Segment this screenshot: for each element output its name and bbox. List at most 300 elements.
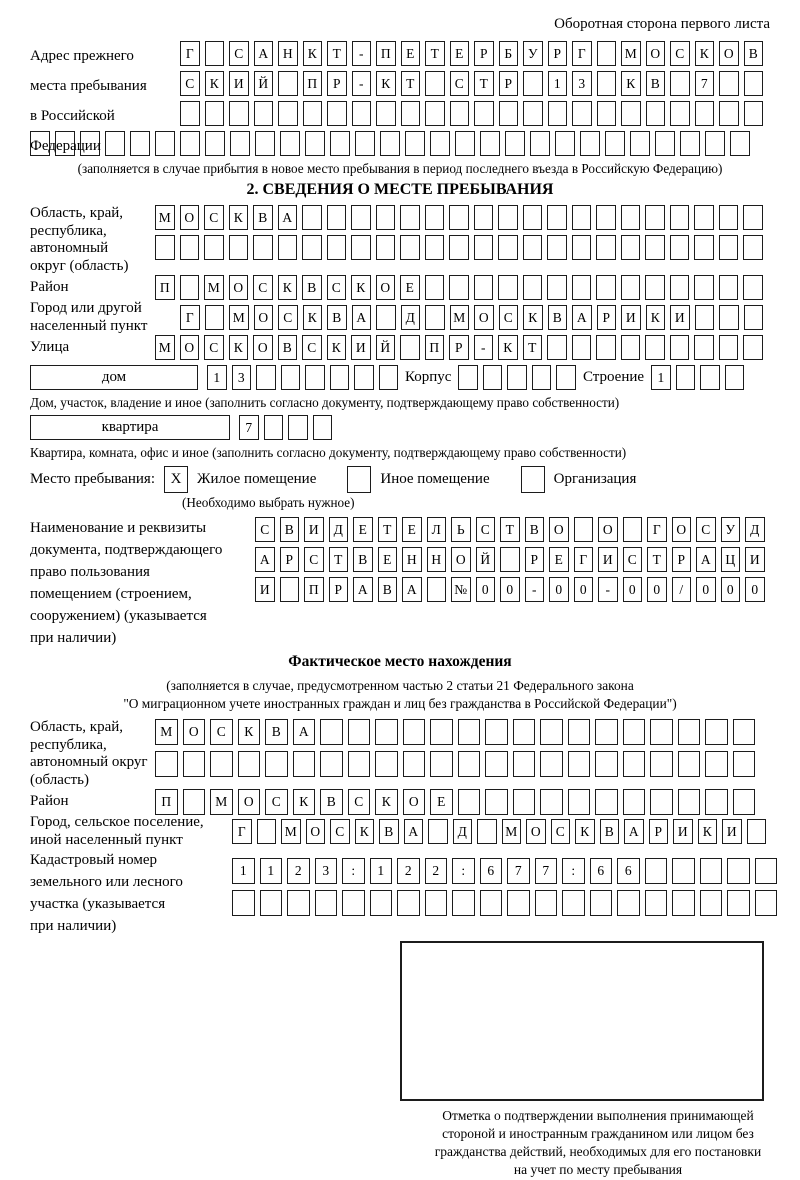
char-box[interactable] — [449, 275, 469, 300]
char-box[interactable] — [523, 235, 543, 260]
char-box[interactable] — [733, 789, 756, 815]
char-box[interactable]: О — [646, 41, 666, 66]
char-box[interactable] — [523, 101, 543, 126]
char-box[interactable] — [719, 71, 739, 96]
char-box[interactable]: Д — [745, 517, 765, 542]
char-box[interactable]: С — [229, 41, 249, 66]
char-box[interactable] — [205, 305, 225, 330]
char-box[interactable] — [733, 719, 756, 745]
char-box[interactable]: 7 — [239, 415, 259, 440]
char-box[interactable] — [425, 71, 445, 96]
char-box[interactable]: Р — [474, 41, 494, 66]
char-box[interactable] — [568, 751, 591, 777]
char-box[interactable] — [430, 131, 450, 156]
char-box[interactable]: У — [523, 41, 543, 66]
char-box[interactable]: К — [303, 41, 323, 66]
char-box[interactable] — [670, 275, 690, 300]
char-box[interactable] — [257, 819, 277, 844]
char-box[interactable] — [380, 131, 400, 156]
char-box[interactable]: 0 — [574, 577, 594, 602]
char-box[interactable]: О — [180, 335, 200, 360]
char-box[interactable] — [645, 890, 668, 916]
char-box[interactable] — [430, 751, 453, 777]
char-box[interactable]: Е — [401, 41, 421, 66]
char-box[interactable] — [430, 719, 453, 745]
char-box[interactable] — [342, 890, 365, 916]
char-box[interactable]: Г — [180, 305, 200, 330]
char-box[interactable] — [700, 890, 723, 916]
char-box[interactable] — [485, 719, 508, 745]
char-box[interactable]: С — [302, 335, 322, 360]
char-box[interactable] — [547, 235, 567, 260]
char-box[interactable] — [474, 275, 494, 300]
char-box[interactable] — [498, 235, 518, 260]
char-box[interactable]: 1 — [232, 858, 255, 884]
char-box[interactable]: М — [621, 41, 641, 66]
char-box[interactable] — [210, 751, 233, 777]
char-box[interactable] — [678, 751, 701, 777]
char-box[interactable]: К — [293, 789, 316, 815]
char-box[interactable]: - — [352, 71, 372, 96]
char-box[interactable] — [645, 235, 665, 260]
char-box[interactable]: И — [229, 71, 249, 96]
char-box[interactable]: Р — [672, 547, 692, 572]
char-box[interactable]: Т — [647, 547, 667, 572]
char-box[interactable] — [743, 335, 763, 360]
char-box[interactable]: К — [575, 819, 595, 844]
char-box[interactable]: 0 — [696, 577, 716, 602]
char-box[interactable]: 3 — [572, 71, 592, 96]
char-box[interactable] — [280, 577, 300, 602]
char-box[interactable] — [477, 819, 497, 844]
char-box[interactable]: Т — [500, 517, 520, 542]
char-box[interactable] — [596, 235, 616, 260]
char-box[interactable] — [670, 235, 690, 260]
char-box[interactable] — [280, 131, 300, 156]
char-box[interactable]: И — [670, 305, 690, 330]
char-box[interactable] — [485, 751, 508, 777]
char-box[interactable] — [719, 205, 739, 230]
char-box[interactable]: С — [210, 719, 233, 745]
char-box[interactable] — [450, 101, 470, 126]
char-box[interactable] — [278, 71, 298, 96]
char-box[interactable] — [694, 235, 714, 260]
char-box[interactable]: К — [498, 335, 518, 360]
char-box[interactable]: К — [695, 41, 715, 66]
char-box[interactable] — [405, 131, 425, 156]
char-box[interactable]: 6 — [590, 858, 613, 884]
char-box[interactable]: А — [278, 205, 298, 230]
char-box[interactable] — [458, 719, 481, 745]
char-box[interactable] — [621, 275, 641, 300]
char-box[interactable] — [348, 751, 371, 777]
char-box[interactable]: В — [548, 305, 568, 330]
char-box[interactable]: О — [183, 719, 206, 745]
char-box[interactable] — [645, 858, 668, 884]
char-box[interactable] — [425, 305, 445, 330]
char-box[interactable]: С — [696, 517, 716, 542]
char-box[interactable]: Р — [449, 335, 469, 360]
char-box[interactable] — [180, 275, 200, 300]
char-box[interactable]: С — [327, 275, 347, 300]
char-box[interactable] — [700, 365, 720, 390]
char-box[interactable] — [229, 101, 249, 126]
char-box[interactable] — [229, 235, 249, 260]
char-box[interactable] — [743, 275, 763, 300]
char-box[interactable] — [719, 335, 739, 360]
char-box[interactable] — [719, 305, 739, 330]
char-box[interactable] — [255, 131, 275, 156]
char-box[interactable] — [621, 235, 641, 260]
char-box[interactable]: М — [210, 789, 233, 815]
char-box[interactable] — [500, 547, 520, 572]
char-box[interactable]: О — [180, 205, 200, 230]
char-box[interactable]: С — [204, 335, 224, 360]
char-box[interactable] — [379, 365, 399, 390]
char-box[interactable] — [230, 131, 250, 156]
char-box[interactable] — [623, 719, 646, 745]
char-box[interactable] — [455, 131, 475, 156]
char-box[interactable]: С — [204, 205, 224, 230]
char-box[interactable]: М — [502, 819, 522, 844]
char-box[interactable] — [327, 101, 347, 126]
char-box[interactable]: С — [450, 71, 470, 96]
char-box[interactable] — [458, 789, 481, 815]
char-box[interactable] — [596, 335, 616, 360]
char-box[interactable] — [400, 235, 420, 260]
char-box[interactable]: 3 — [232, 365, 252, 390]
char-box[interactable] — [397, 890, 420, 916]
char-box[interactable] — [680, 131, 700, 156]
char-box[interactable] — [264, 415, 284, 440]
char-box[interactable] — [540, 751, 563, 777]
char-box[interactable] — [744, 101, 764, 126]
char-box[interactable] — [474, 235, 494, 260]
char-box[interactable]: И — [722, 819, 742, 844]
char-box[interactable] — [733, 751, 756, 777]
char-box[interactable]: К — [229, 205, 249, 230]
char-box[interactable] — [694, 205, 714, 230]
char-box[interactable] — [523, 275, 543, 300]
char-box[interactable] — [670, 205, 690, 230]
char-box[interactable] — [595, 751, 618, 777]
char-box[interactable] — [572, 205, 592, 230]
char-box[interactable] — [623, 751, 646, 777]
char-box[interactable]: Е — [549, 547, 569, 572]
char-box[interactable]: 0 — [745, 577, 765, 602]
char-box[interactable]: : — [342, 858, 365, 884]
char-box[interactable]: К — [646, 305, 666, 330]
char-box[interactable] — [755, 890, 778, 916]
char-box[interactable] — [727, 890, 750, 916]
char-box[interactable]: - — [474, 335, 494, 360]
char-box[interactable]: О — [549, 517, 569, 542]
char-box[interactable] — [621, 101, 641, 126]
char-box[interactable]: О — [254, 305, 274, 330]
char-box[interactable]: Л — [427, 517, 447, 542]
char-box[interactable] — [278, 235, 298, 260]
char-box[interactable]: Й — [254, 71, 274, 96]
char-box[interactable] — [650, 751, 673, 777]
char-box[interactable] — [547, 335, 567, 360]
char-box[interactable]: - — [352, 41, 372, 66]
char-box[interactable] — [204, 235, 224, 260]
char-box[interactable] — [727, 858, 750, 884]
char-box[interactable] — [507, 365, 527, 390]
char-box[interactable]: Й — [476, 547, 496, 572]
char-box[interactable] — [694, 275, 714, 300]
char-box[interactable]: В — [744, 41, 764, 66]
char-box[interactable] — [205, 101, 225, 126]
char-box[interactable]: К — [355, 819, 375, 844]
char-box[interactable]: Т — [523, 335, 543, 360]
char-box[interactable]: О — [229, 275, 249, 300]
char-box[interactable]: К — [621, 71, 641, 96]
char-box[interactable] — [320, 719, 343, 745]
char-box[interactable]: - — [598, 577, 618, 602]
char-box[interactable] — [744, 71, 764, 96]
char-box[interactable]: 1 — [207, 365, 227, 390]
char-box[interactable] — [597, 101, 617, 126]
char-box[interactable]: Д — [453, 819, 473, 844]
char-box[interactable]: М — [229, 305, 249, 330]
char-box[interactable] — [595, 719, 618, 745]
char-box[interactable]: О — [526, 819, 546, 844]
char-box[interactable] — [302, 205, 322, 230]
char-box[interactable] — [293, 751, 316, 777]
char-box[interactable] — [645, 275, 665, 300]
char-box[interactable] — [265, 751, 288, 777]
char-box[interactable] — [320, 751, 343, 777]
char-box[interactable]: А — [572, 305, 592, 330]
char-box[interactable] — [574, 517, 594, 542]
char-box[interactable] — [155, 131, 175, 156]
char-box[interactable]: К — [278, 275, 298, 300]
char-box[interactable] — [427, 577, 447, 602]
char-box[interactable] — [375, 751, 398, 777]
char-box[interactable]: - — [525, 577, 545, 602]
char-box[interactable] — [354, 365, 374, 390]
char-box[interactable]: Е — [378, 547, 398, 572]
char-box[interactable]: Т — [425, 41, 445, 66]
char-box[interactable] — [180, 131, 200, 156]
char-box[interactable] — [351, 205, 371, 230]
char-box[interactable]: 1 — [370, 858, 393, 884]
char-box[interactable]: М — [204, 275, 224, 300]
char-box[interactable]: : — [452, 858, 475, 884]
char-box[interactable]: В — [646, 71, 666, 96]
char-box[interactable]: О — [598, 517, 618, 542]
char-box[interactable]: С — [476, 517, 496, 542]
char-box[interactable] — [474, 205, 494, 230]
char-box[interactable] — [425, 235, 445, 260]
char-box[interactable] — [458, 365, 478, 390]
char-box[interactable] — [474, 101, 494, 126]
char-box[interactable]: К — [698, 819, 718, 844]
char-box[interactable] — [303, 101, 323, 126]
char-box[interactable] — [645, 335, 665, 360]
char-box[interactable]: С — [499, 305, 519, 330]
char-box[interactable]: В — [600, 819, 620, 844]
char-box[interactable]: М — [450, 305, 470, 330]
char-box[interactable] — [572, 335, 592, 360]
char-box[interactable] — [547, 205, 567, 230]
char-box[interactable]: В — [379, 819, 399, 844]
char-box[interactable] — [568, 719, 591, 745]
char-box[interactable]: М — [155, 719, 178, 745]
char-box[interactable] — [572, 101, 592, 126]
char-box[interactable]: С — [304, 547, 324, 572]
char-box[interactable] — [355, 131, 375, 156]
char-box[interactable]: И — [621, 305, 641, 330]
char-box[interactable]: В — [278, 335, 298, 360]
char-box[interactable] — [705, 789, 728, 815]
char-box[interactable] — [155, 751, 178, 777]
char-box[interactable]: А — [255, 547, 275, 572]
char-box[interactable]: 1 — [548, 71, 568, 96]
char-box[interactable] — [743, 205, 763, 230]
char-box[interactable] — [645, 205, 665, 230]
char-box[interactable] — [755, 858, 778, 884]
char-box[interactable] — [672, 858, 695, 884]
char-box[interactable] — [425, 205, 445, 230]
char-box[interactable]: Т — [378, 517, 398, 542]
char-box[interactable]: М — [281, 819, 301, 844]
char-box[interactable] — [253, 235, 273, 260]
char-box[interactable] — [540, 719, 563, 745]
char-box[interactable]: К — [351, 275, 371, 300]
char-box[interactable]: А — [353, 577, 373, 602]
char-box[interactable] — [650, 719, 673, 745]
char-box[interactable] — [580, 131, 600, 156]
char-box[interactable] — [678, 789, 701, 815]
char-box[interactable]: О — [238, 789, 261, 815]
char-box[interactable] — [205, 131, 225, 156]
char-box[interactable]: 7 — [695, 71, 715, 96]
char-box[interactable]: Н — [427, 547, 447, 572]
char-box[interactable]: Г — [232, 819, 252, 844]
char-box[interactable] — [695, 101, 715, 126]
char-box[interactable] — [498, 205, 518, 230]
char-box[interactable] — [719, 235, 739, 260]
char-box[interactable] — [376, 101, 396, 126]
char-box[interactable]: 0 — [549, 577, 569, 602]
char-box[interactable]: Т — [327, 41, 347, 66]
char-box[interactable] — [597, 41, 617, 66]
char-box[interactable] — [650, 789, 673, 815]
char-box[interactable]: П — [155, 275, 175, 300]
char-box[interactable] — [305, 131, 325, 156]
char-box[interactable] — [428, 819, 448, 844]
char-box[interactable]: К — [229, 335, 249, 360]
char-box[interactable] — [327, 235, 347, 260]
char-box[interactable]: К — [327, 335, 347, 360]
char-box[interactable]: О — [306, 819, 326, 844]
char-box[interactable] — [655, 131, 675, 156]
char-box[interactable] — [458, 751, 481, 777]
char-box[interactable] — [590, 890, 613, 916]
char-box[interactable]: В — [327, 305, 347, 330]
char-box[interactable]: А — [404, 819, 424, 844]
char-box[interactable] — [646, 101, 666, 126]
char-box[interactable]: С — [255, 517, 275, 542]
char-box[interactable] — [180, 101, 200, 126]
char-box[interactable] — [302, 235, 322, 260]
char-box[interactable]: Р — [329, 577, 349, 602]
char-box[interactable] — [621, 335, 641, 360]
char-box[interactable]: Е — [400, 275, 420, 300]
char-box[interactable]: К — [205, 71, 225, 96]
char-box[interactable]: В — [378, 577, 398, 602]
char-box[interactable] — [513, 751, 536, 777]
char-box[interactable] — [678, 719, 701, 745]
char-box[interactable] — [719, 101, 739, 126]
char-box[interactable] — [725, 365, 745, 390]
checkbox-residential[interactable]: X — [164, 466, 188, 493]
char-box[interactable] — [376, 205, 396, 230]
checkbox-organization[interactable] — [521, 466, 545, 493]
char-box[interactable] — [155, 235, 175, 260]
char-box[interactable] — [254, 101, 274, 126]
char-box[interactable]: : — [562, 858, 585, 884]
char-box[interactable] — [621, 205, 641, 230]
char-box[interactable]: А — [352, 305, 372, 330]
char-box[interactable]: В — [253, 205, 273, 230]
char-box[interactable]: 6 — [617, 858, 640, 884]
char-box[interactable] — [238, 751, 261, 777]
char-box[interactable] — [730, 131, 750, 156]
char-box[interactable]: Е — [402, 517, 422, 542]
char-box[interactable] — [572, 275, 592, 300]
char-box[interactable]: А — [696, 547, 716, 572]
char-box[interactable] — [555, 131, 575, 156]
char-box[interactable] — [532, 365, 552, 390]
char-box[interactable]: Т — [329, 547, 349, 572]
char-box[interactable]: П — [376, 41, 396, 66]
char-box[interactable] — [485, 789, 508, 815]
char-box[interactable] — [705, 751, 728, 777]
char-box[interactable]: 2 — [287, 858, 310, 884]
char-box[interactable]: 1 — [260, 858, 283, 884]
char-box[interactable]: О — [376, 275, 396, 300]
char-box[interactable] — [205, 41, 225, 66]
char-box[interactable]: 2 — [397, 858, 420, 884]
char-box[interactable]: В — [280, 517, 300, 542]
char-box[interactable] — [556, 365, 576, 390]
char-box[interactable]: К — [376, 71, 396, 96]
char-box[interactable] — [403, 719, 426, 745]
char-box[interactable]: Й — [376, 335, 396, 360]
char-box[interactable] — [183, 751, 206, 777]
char-box[interactable] — [513, 789, 536, 815]
char-box[interactable] — [700, 858, 723, 884]
checkbox-other-premises[interactable] — [347, 466, 371, 493]
char-box[interactable]: 0 — [721, 577, 741, 602]
char-box[interactable] — [705, 719, 728, 745]
char-box[interactable] — [623, 517, 643, 542]
char-box[interactable] — [281, 365, 301, 390]
char-box[interactable]: В — [320, 789, 343, 815]
char-box[interactable]: С — [330, 819, 350, 844]
char-box[interactable]: А — [402, 577, 422, 602]
char-box[interactable]: С — [348, 789, 371, 815]
char-box[interactable] — [425, 890, 448, 916]
char-box[interactable] — [547, 275, 567, 300]
char-box[interactable]: К — [523, 305, 543, 330]
char-box[interactable] — [670, 71, 690, 96]
char-box[interactable]: Р — [597, 305, 617, 330]
char-box[interactable]: В — [302, 275, 322, 300]
